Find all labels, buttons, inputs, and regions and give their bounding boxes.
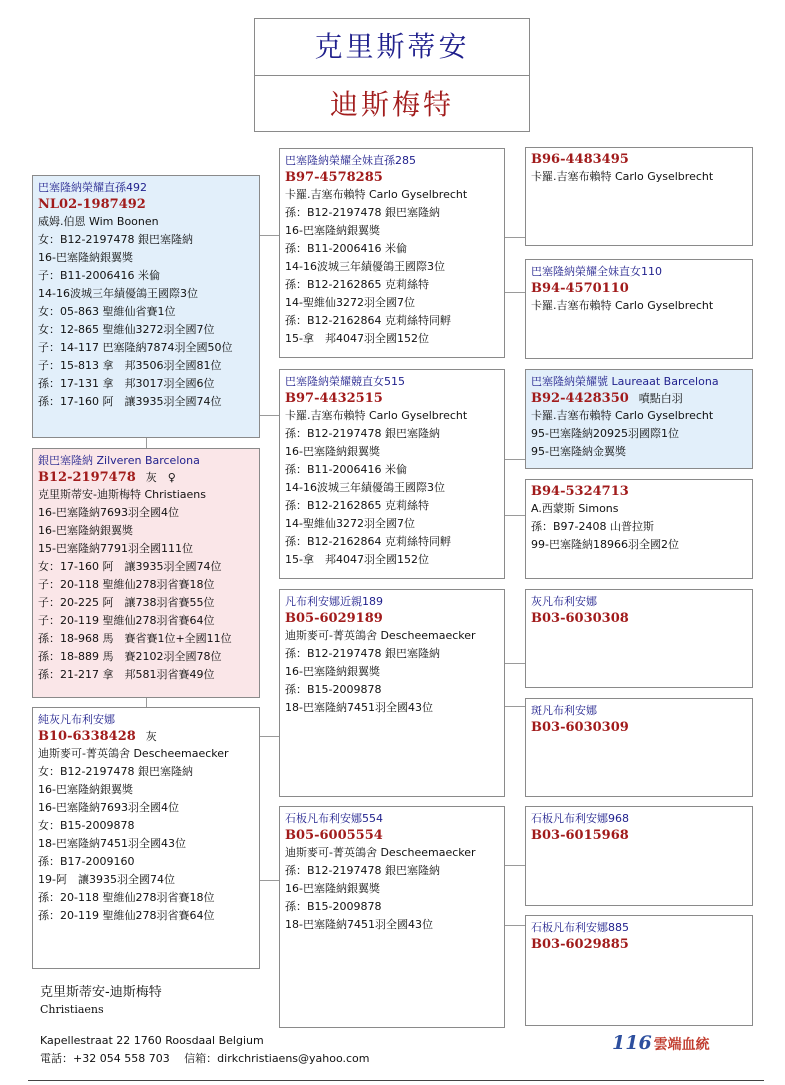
pedigree-sire bbox=[32, 175, 260, 438]
pedigree-g4 bbox=[525, 479, 753, 579]
record-line: 18-巴塞隆納7451羽全國43位 bbox=[285, 918, 433, 931]
record-line: 孫：B11-2006416 米倫 bbox=[285, 463, 407, 476]
record-line: 16-巴塞隆納銀翼獎 bbox=[38, 783, 133, 796]
ring-number: B96-4483495 bbox=[531, 152, 629, 167]
record-line: 15-巴塞隆納7791羽全國111位 bbox=[38, 542, 193, 555]
record-line: 孫：B12-2197478 銀巴塞隆納 bbox=[285, 864, 440, 877]
pedigree-g5 bbox=[525, 589, 753, 688]
pigeon-name: 巴塞隆納榮耀號 Laureaat Barcelona bbox=[531, 375, 719, 388]
logo-text: 雲端血統 bbox=[653, 1037, 710, 1053]
ring-number: B03-6015968 bbox=[531, 828, 629, 843]
ring-number: B10-6338428 灰 bbox=[38, 729, 157, 744]
footer-divider bbox=[28, 1080, 764, 1081]
pedigree-g1 bbox=[525, 147, 753, 246]
record-line: 14-16波城三年績優鴿王國際3位 bbox=[285, 260, 445, 273]
pigeon-name: 石板凡布利安娜554 bbox=[285, 812, 383, 825]
record-line: 16-巴塞隆納銀翼獎 bbox=[285, 445, 380, 458]
record-line: 卡羅.吉塞布賴特 Carlo Gyselbrecht bbox=[531, 299, 714, 312]
record-line: 16-巴塞隆納7693羽全國4位 bbox=[38, 801, 179, 814]
record-line: 孫：B11-2006416 米倫 bbox=[285, 242, 407, 255]
record-line: 孫：B97-2408 山普拉斯 bbox=[531, 520, 655, 533]
connector-line bbox=[259, 415, 280, 416]
pigeon-name: 灰凡布利安娜 bbox=[531, 595, 597, 608]
ring-number: B12-2197478 灰 ♀ bbox=[38, 470, 176, 485]
record-line: 孫：20-118 聖維仙278羽省賽18位 bbox=[38, 891, 215, 904]
pigeon-name: 巴塞隆納榮耀全妹直女110 bbox=[531, 265, 662, 278]
record-line: 16-巴塞隆納7693羽全國4位 bbox=[38, 506, 179, 519]
record-line: 孫：B12-2162865 克莉絲特 bbox=[285, 499, 429, 512]
record-line: 女：12-865 聖維仙3272羽全國7位 bbox=[38, 323, 215, 336]
record-line: 孫：20-119 聖維仙278羽省賽64位 bbox=[38, 909, 215, 922]
connector-line bbox=[504, 925, 526, 926]
record-line: 14-16波城三年績優鴿王國際3位 bbox=[38, 287, 198, 300]
record-line: 18-巴塞隆納7451羽全國43位 bbox=[38, 837, 186, 850]
ring-number: B94-4570110 bbox=[531, 281, 629, 296]
ring-number: B97-4578285 bbox=[285, 170, 383, 185]
pigeon-name: 巴塞隆納榮耀直孫492 bbox=[38, 181, 147, 194]
record-line: 孫：18-889 馬 賽2102羽全國78位 bbox=[38, 650, 222, 663]
owner-block bbox=[40, 984, 162, 1018]
record-line: 15-拿 邦4047羽全國152位 bbox=[285, 332, 429, 345]
record-line: 孫：21-217 拿 邦581羽省賽49位 bbox=[38, 668, 215, 681]
connector-line bbox=[504, 706, 526, 707]
pigeon-name: 銀巴塞隆納 Zilveren Barcelona bbox=[38, 454, 200, 467]
pigeon-name: 石板凡布利安娜885 bbox=[531, 921, 629, 934]
pedigree-subject bbox=[32, 448, 260, 698]
record-line: 孫：17-131 拿 邦3017羽全國6位 bbox=[38, 377, 215, 390]
record-line: 孫：B17-2009160 bbox=[38, 855, 135, 868]
pedigree-dam-dam bbox=[279, 806, 505, 1028]
record-line: A.西蒙斯 Simons bbox=[531, 502, 619, 515]
pedigree-dam-sire bbox=[279, 589, 505, 797]
record-line: 女：B15-2009878 bbox=[38, 819, 135, 832]
record-line: 孫：B12-2197478 銀巴塞隆納 bbox=[285, 427, 440, 440]
pigeon-name: 純灰凡布利安娜 bbox=[38, 713, 115, 726]
connector-line bbox=[259, 235, 280, 236]
pigeon-name: 斑凡布利安娜 bbox=[531, 704, 597, 717]
record-line: 19-阿 讓3935羽全國74位 bbox=[38, 873, 175, 886]
record-line: 孫：B12-2197478 銀巴塞隆納 bbox=[285, 206, 440, 219]
connector-line bbox=[259, 736, 280, 737]
record-line: 子：15-813 拿 邦3506羽全國81位 bbox=[38, 359, 222, 372]
connector-line bbox=[504, 515, 526, 516]
connector-line bbox=[504, 663, 526, 664]
ring-number: B94-5324713 bbox=[531, 484, 629, 499]
record-line: 16-巴塞隆納銀翼獎 bbox=[38, 524, 133, 537]
record-line: 15-拿 邦4047羽全國152位 bbox=[285, 553, 429, 566]
record-line: 卡羅.吉塞布賴特 Carlo Gyselbrecht bbox=[285, 188, 468, 201]
record-line: 16-巴塞隆納銀翼獎 bbox=[285, 224, 380, 237]
record-line: 子：B11-2006416 米倫 bbox=[38, 269, 160, 282]
record-line: 孫：B12-2162864 克莉絲特同孵 bbox=[285, 314, 451, 327]
record-line: 99-巴塞隆納18966羽全國2位 bbox=[531, 538, 679, 551]
record-line: 孫：17-160 阿 讓3935羽全國74位 bbox=[38, 395, 222, 408]
record-line: 迪斯麥可-菁英鴿舍 Descheemaecker bbox=[38, 747, 229, 760]
ring-number: B03-6030309 bbox=[531, 720, 629, 735]
record-line: 子：20-118 聖維仙278羽省賽18位 bbox=[38, 578, 215, 591]
pigeon-name: 石板凡布利安娜968 bbox=[531, 812, 629, 825]
ring-number: B03-6029885 bbox=[531, 937, 629, 952]
contact-info: 電話：+32 054 558 703 信箱：dirkchristiaens@yahoo.com bbox=[40, 1052, 370, 1065]
pedigree-g7 bbox=[525, 806, 753, 906]
pigeon-name: 巴塞隆納榮耀競直女515 bbox=[285, 375, 405, 388]
pedigree-g6 bbox=[525, 698, 753, 797]
record-line: 子：20-225 阿 讓738羽省賽55位 bbox=[38, 596, 215, 609]
ring-number: B92-4428350 噴點白羽 bbox=[531, 391, 683, 406]
owner-subname: Christiaens bbox=[40, 1003, 104, 1016]
connector-line bbox=[146, 437, 147, 448]
ring-number: NL02-1987492 bbox=[38, 197, 146, 212]
record-line: 孫：B15-2009878 bbox=[285, 683, 382, 696]
record-line: 孫：B15-2009878 bbox=[285, 900, 382, 913]
record-line: 子：20-119 聖維仙278羽省賽64位 bbox=[38, 614, 215, 627]
record-line: 女：B12-2197478 銀巴塞隆納 bbox=[38, 765, 193, 778]
record-line: 16-巴塞隆納銀翼獎 bbox=[285, 665, 380, 678]
connector-line bbox=[504, 237, 526, 238]
pigeon-name: 凡布利安娜近親189 bbox=[285, 595, 383, 608]
connector-line bbox=[504, 865, 526, 866]
record-line: 威姆.伯恩 Wim Boonen bbox=[38, 215, 159, 228]
site-logo bbox=[612, 1032, 722, 1058]
owner-title-line2: 迪斯梅特 bbox=[329, 88, 454, 121]
record-line: 孫：B12-2162865 克莉絲特 bbox=[285, 278, 429, 291]
logo-number: 116 bbox=[612, 1032, 652, 1054]
record-line: 迪斯麥可-菁英鴿舍 Descheemaecker bbox=[285, 846, 476, 859]
pedigree-g3 bbox=[525, 369, 753, 469]
pedigree-g2 bbox=[525, 259, 753, 359]
pedigree-sire-dam bbox=[279, 369, 505, 579]
record-line: 卡羅.吉塞布賴特 Carlo Gyselbrecht bbox=[531, 409, 714, 422]
pedigree-dam bbox=[32, 707, 260, 969]
record-line: 14-16波城三年績優鴿王國際3位 bbox=[285, 481, 445, 494]
ring-number: B97-4432515 bbox=[285, 391, 383, 406]
connector-line bbox=[504, 292, 526, 293]
connector-line bbox=[259, 880, 280, 881]
record-line: 95-巴塞隆納金翼獎 bbox=[531, 445, 626, 458]
record-line: 14-聖維仙3272羽全國7位 bbox=[285, 517, 415, 530]
owner-name: 克里斯蒂安-迪斯梅特 bbox=[40, 985, 162, 1000]
record-line: 95-巴塞隆納20925羽國際1位 bbox=[531, 427, 679, 440]
pedigree-header bbox=[254, 18, 530, 132]
record-line: 孫：B12-2197478 銀巴塞隆納 bbox=[285, 647, 440, 660]
ring-number: B05-6029189 bbox=[285, 611, 383, 626]
record-line: 子：14-117 巴塞隆納7874羽全國50位 bbox=[38, 341, 233, 354]
record-line: 16-巴塞隆納銀翼獎 bbox=[285, 882, 380, 895]
record-line: 克里斯蒂安-迪斯梅特 Christiaens bbox=[38, 488, 207, 501]
record-line: 卡羅.吉塞布賴特 Carlo Gyselbrecht bbox=[531, 170, 714, 183]
ring-number: B05-6005554 bbox=[285, 828, 383, 843]
connector-line bbox=[504, 459, 526, 460]
record-line: 卡羅.吉塞布賴特 Carlo Gyselbrecht bbox=[285, 409, 468, 422]
record-line: 女：17-160 阿 讓3935羽全國74位 bbox=[38, 560, 222, 573]
record-line: 孫：18-968 馬 賽省賽1位+全國11位 bbox=[38, 632, 232, 645]
record-line: 女：B12-2197478 銀巴塞隆納 bbox=[38, 233, 193, 246]
pedigree-sire-sire bbox=[279, 148, 505, 358]
address: Kapellestraat 22 1760 Roosdaal Belgium bbox=[40, 1034, 264, 1047]
record-line: 迪斯麥可-菁英鴿舍 Descheemaecker bbox=[285, 629, 476, 642]
record-line: 14-聖維仙3272羽全國7位 bbox=[285, 296, 415, 309]
record-line: 孫：B12-2162864 克莉絲特同孵 bbox=[285, 535, 451, 548]
pigeon-name: 巴塞隆納榮耀全妹直孫285 bbox=[285, 154, 416, 167]
pedigree-g8 bbox=[525, 915, 753, 1026]
connector-line bbox=[146, 697, 147, 707]
ring-number: B03-6030308 bbox=[531, 611, 629, 626]
contact-block bbox=[40, 1032, 370, 1068]
record-line: 18-巴塞隆納7451羽全國43位 bbox=[285, 701, 433, 714]
record-line: 16-巴塞隆納銀翼獎 bbox=[38, 251, 133, 264]
record-line: 女：05-863 聖維仙省賽1位 bbox=[38, 305, 176, 318]
owner-title-line1: 克里斯蒂安 bbox=[255, 19, 529, 76]
